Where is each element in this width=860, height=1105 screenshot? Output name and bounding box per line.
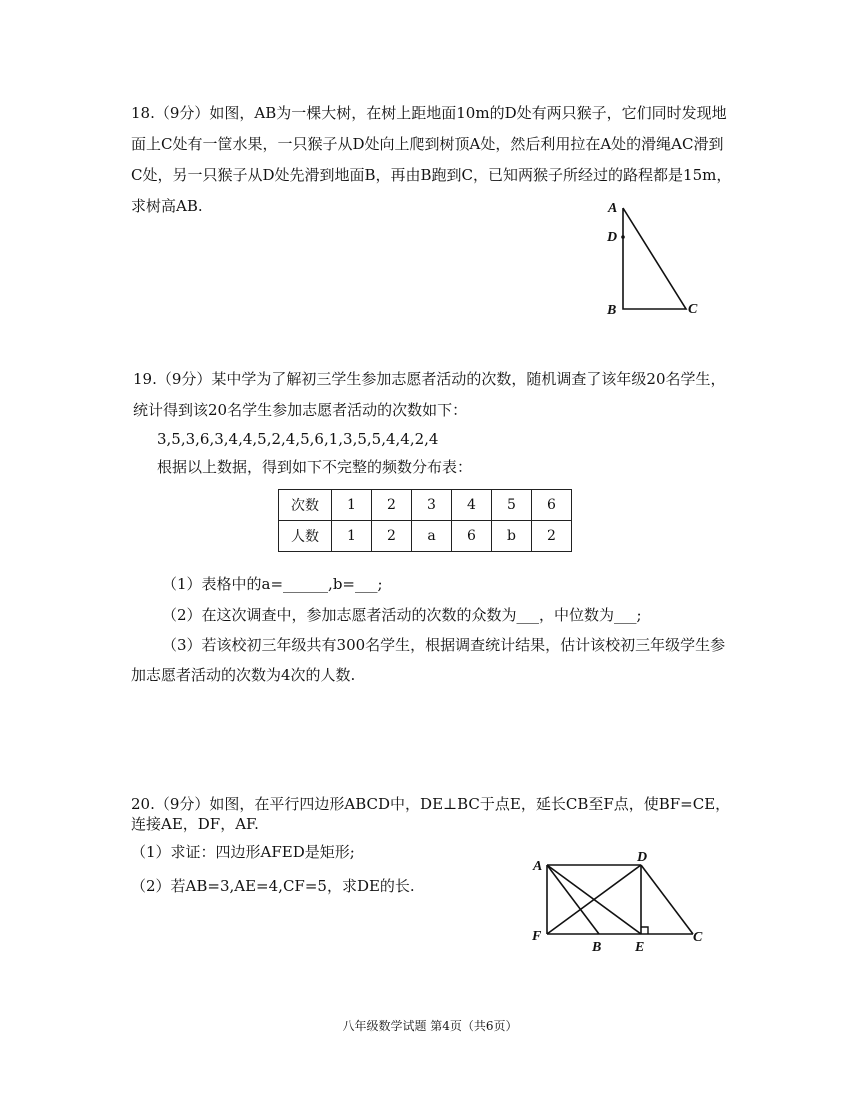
right-angle-mark [641,927,648,934]
q19-line-2: 统计得到该20名学生参加志愿者活动的次数如下： [133,401,468,419]
segment-ab [547,865,599,934]
table-cell: 人数 [279,521,332,552]
table-cell: 2 [532,521,572,552]
q19-sub3-line-2: 加志愿者活动的次数为4次的人数. [131,666,356,684]
table-cell: 1 [332,521,372,552]
q19-sub3-line-1: （3）若该校初三年级共有300名学生，根据调查统计结果，估计该校初三年级学生参 [162,636,726,654]
label-d: D [607,230,618,245]
label-e: E [635,940,645,955]
q20-sub2: （2）若AB=3,AE=4,CF=5，求DE的长. [131,877,415,895]
table-cell: 3 [412,490,452,521]
label-b: B [607,303,617,318]
q20-line-1: 20.（9分）如图，在平行四边形ABCD中，DE⊥BC于点E，延长CB至F点，使BF=CE， [131,795,731,813]
table-row [279,490,572,521]
q18-triangle-figure [598,198,708,318]
label-a: A [533,859,543,874]
table-cell: 6 [532,490,572,521]
table-cell: a [412,521,452,552]
triangle-outline [623,208,686,309]
point-d-marker [621,235,625,239]
table-cell: 2 [372,490,412,521]
label-b: B [592,940,602,955]
segment-dc [641,865,693,934]
table-cell: b [492,521,532,552]
q18-line-4: 求树高AB. [131,197,203,215]
q19-data-line: 3,5,3,6,3,4,4,5,2,4,5,6,1,3,5,5,4,4,2,4 [157,430,439,448]
q18-line-2: 面上C处有一筐水果，一只猴子从D处向上爬到树顶A处，然后利用拉在A处的滑绳AC滑到 [131,135,724,153]
q20-line-2: 连接AE，DF，AF. [131,815,259,833]
q18-line-3: C处，另一只猴子从D处先滑到地面B，再由B跑到C，已知两猴子所经过的路程都是15m， [131,166,732,184]
q18-line-1: 18.（9分）如图，AB为一棵大树，在树上距地面10m的D处有两只猴子，它们同时发现地 [131,104,727,122]
table-cell: 2 [372,521,412,552]
table-cell: 5 [492,490,532,521]
page-footer: 八年级数学试题 第4页（共6页） [342,1019,518,1033]
q19-table-intro: 根据以上数据，得到如下不完整的频数分布表： [157,458,473,476]
frequency-table [278,489,572,552]
q19-line-1: 19.（9分）某中学为了解初三学生参加志愿者活动的次数，随机调查了该年级20名学生， [133,370,726,388]
label-c: C [693,930,703,945]
table-cell: 4 [452,490,492,521]
q19-sub2: （2）在这次调查中，参加志愿者活动的次数的众数为___，中位数为___; [162,606,642,624]
q19-sub1: （1）表格中的a=______,b=___; [162,575,383,593]
table-cell: 次数 [279,490,332,521]
q20-parallelogram-figure [525,845,715,957]
label-c: C [688,302,698,317]
label-f: F [532,929,542,944]
label-d: D [637,850,648,865]
table-cell: 6 [452,521,492,552]
label-a: A [608,201,618,216]
table-cell: 1 [332,490,372,521]
q20-sub1: （1）求证：四边形AFED是矩形; [131,843,355,861]
table-row [279,521,572,552]
